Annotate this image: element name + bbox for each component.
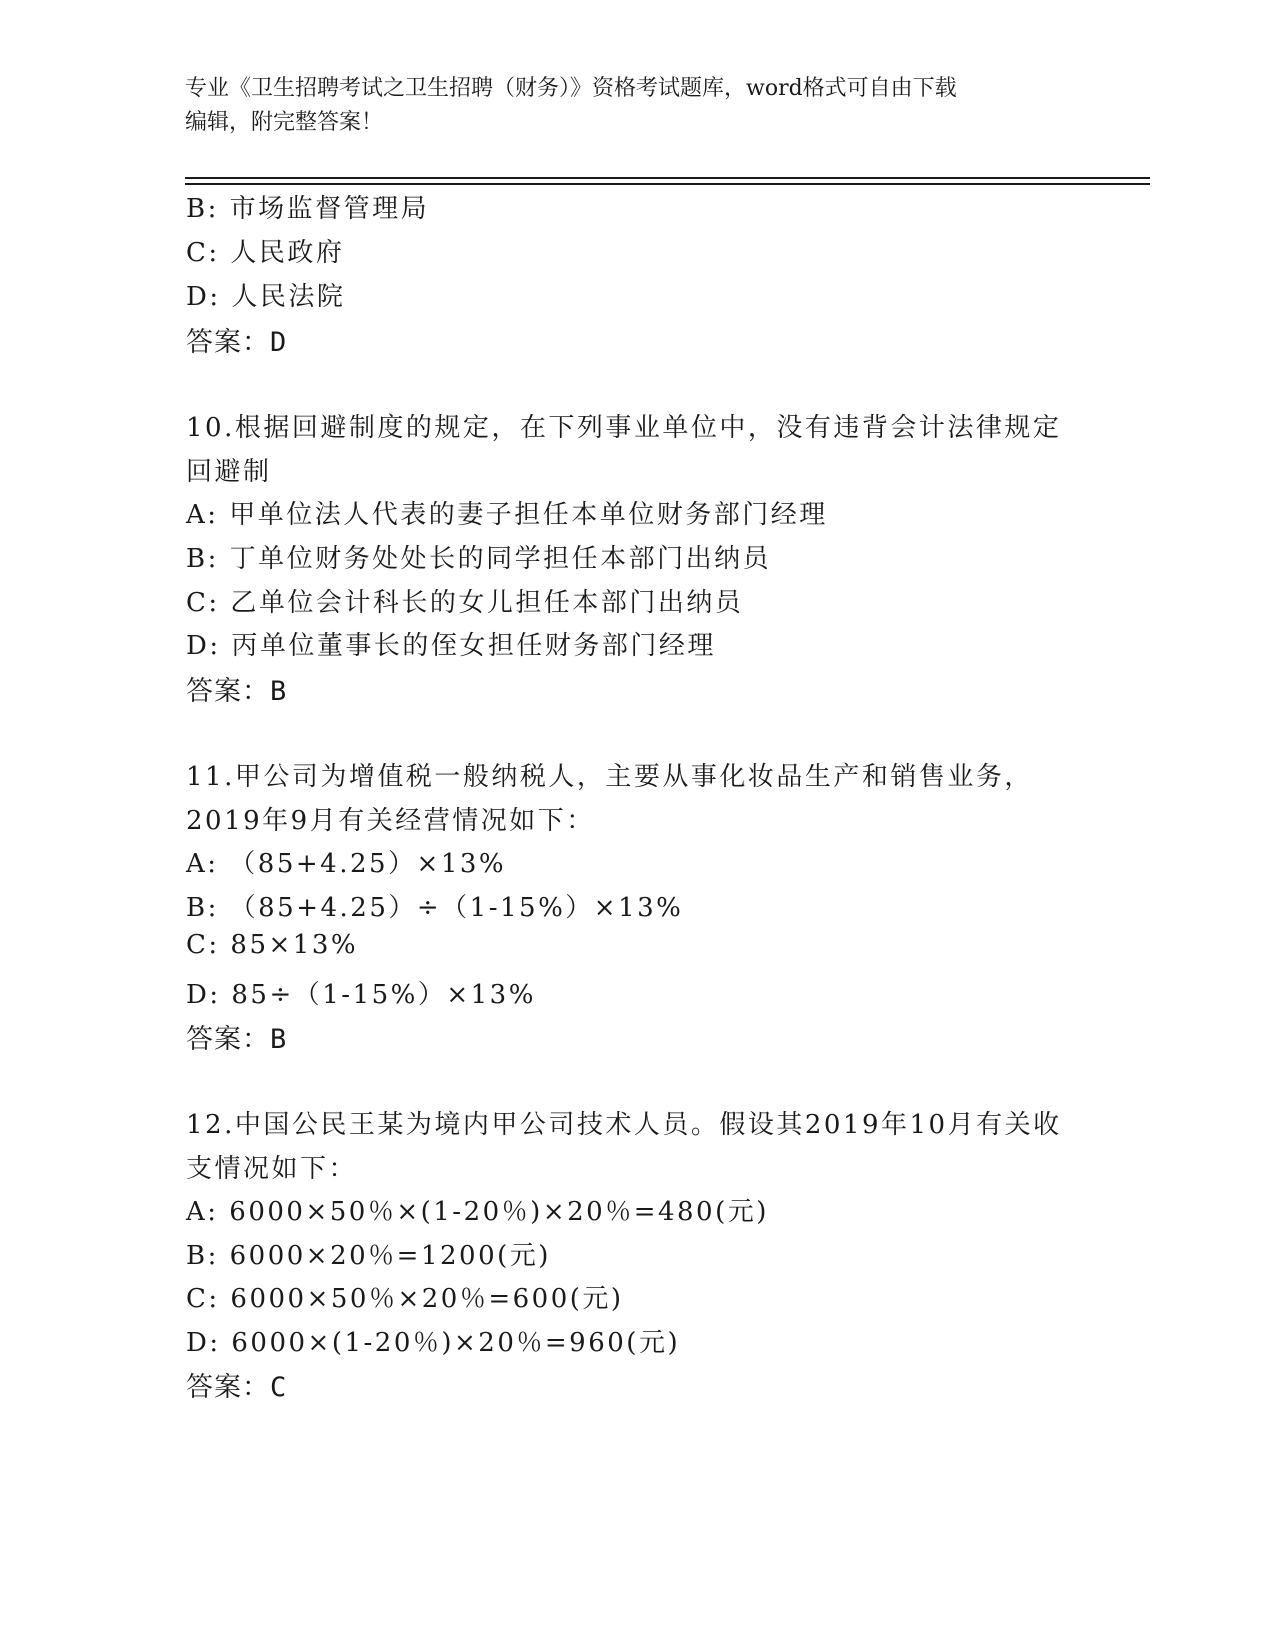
q11-answer [186, 1017, 287, 1056]
q10-answer [186, 669, 287, 708]
q12-option-c: C: 6000×50％×20％=600(元) [186, 1284, 624, 1314]
answer-label: 答案： [186, 676, 270, 707]
header-title-line-1: 专业《卫生招聘考试之卫生招聘（财务）》资格考试题库，word格式可自由下载 [185, 76, 957, 101]
q12-option-a: A: 6000×50％×(1-20％)×20％=480(元) [186, 1197, 769, 1227]
q12-stem-line-1: 12.中国公民王某为境内甲公司技术人员。假设其2019年10月有关收 [186, 1110, 1062, 1140]
q10-option-d: D: 丙单位董事长的侄女担任财务部门经理 [186, 631, 716, 661]
q10-stem-line-1: 10.根据回避制度的规定，在下列事业单位中，没有违背会计法律规定 [186, 413, 1062, 443]
q9-option-c: C: 人民政府 [186, 238, 345, 268]
header-divider-top [185, 177, 1150, 179]
answer-label: 答案： [186, 1372, 270, 1403]
q11-stem-line-2: 2019年9月有关经营情况如下： [186, 806, 595, 836]
answer-value: C [270, 1372, 288, 1403]
q9-answer [186, 320, 287, 359]
q10-option-a: A: 甲单位法人代表的妻子担任本单位财务部门经理 [186, 500, 828, 530]
q11-stem-line-1: 11.甲公司为增值税一般纳税人，主要从事化妆品生产和销售业务， [186, 762, 1033, 792]
q9-option-d: D: 人民法院 [186, 282, 346, 312]
q10-stem-line-2: 回避制 [186, 457, 272, 487]
answer-label: 答案： [186, 1024, 270, 1055]
header-divider-bottom [185, 183, 1150, 185]
q10-option-b: B: 丁单位财务处处长的同学担任本部门出纳员 [186, 544, 772, 574]
q11-option-c: C: 85×13% [186, 930, 359, 960]
answer-value: B [270, 676, 288, 707]
q10-option-c: C: 乙单位会计科长的女儿担任本部门出纳员 [186, 588, 744, 618]
document-header [185, 72, 1065, 140]
q11-option-d: D: 85÷（1-15%）×13% [186, 980, 536, 1010]
q9-option-b: B: 市场监督管理局 [186, 194, 430, 224]
answer-label: 答案： [186, 327, 270, 358]
header-title-line-2: 编辑，附完整答案！ [185, 110, 384, 135]
q12-stem-line-2: 支情况如下： [186, 1154, 358, 1184]
answer-value: B [270, 1024, 288, 1055]
q12-answer [186, 1365, 287, 1404]
q11-option-b: B: （85+4.25）÷（1-15%）×13% [186, 893, 684, 923]
answer-value: D [270, 327, 288, 358]
q12-option-d: D: 6000×(1-20％)×20％=960(元) [186, 1328, 681, 1358]
q11-option-a: A: （85+4.25）×13% [186, 849, 507, 879]
q12-option-b: B: 6000×20％=1200(元) [186, 1241, 551, 1271]
